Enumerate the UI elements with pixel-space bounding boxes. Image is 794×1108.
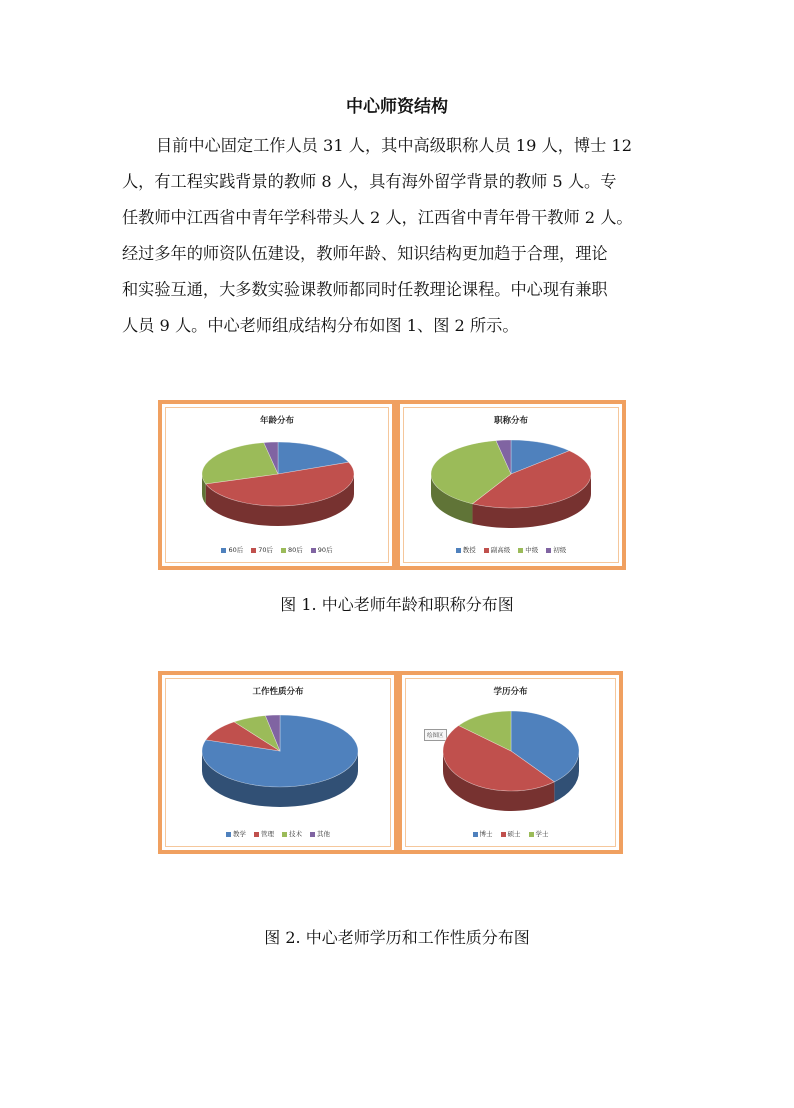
legend-label: 技术	[289, 830, 302, 838]
legend-item	[226, 829, 246, 838]
legend-item	[281, 545, 303, 554]
legend-swatch	[282, 832, 287, 837]
figure-1-caption: 图 1. 中心老师年龄和职称分布图	[280, 595, 514, 614]
work-nature-pie-chart	[158, 671, 398, 854]
legend-item	[518, 545, 538, 554]
legend-label: 管理	[261, 830, 274, 838]
legend-swatch	[456, 548, 461, 553]
paragraph-line: 目前中心固定工作人员 31 人，其中高级职称人员 19 人，博士 12	[156, 136, 633, 155]
legend-label: 副高级	[490, 546, 511, 554]
chart-legend	[162, 829, 394, 838]
legend-swatch	[529, 832, 534, 837]
plot-area-tag: 绘图区	[424, 729, 447, 741]
paragraph-line: 人，有工程实践背景的教师 8 人，具有海外留学背景的教师 5 人。专	[122, 172, 617, 191]
legend-label: 60后	[228, 546, 244, 554]
legend-swatch	[310, 832, 315, 837]
paragraph-line: 人员 9 人。中心老师组成结构分布如图 1、图 2 所示。	[122, 316, 519, 335]
chart-title: 职称分布	[493, 416, 528, 426]
legend-swatch	[484, 548, 489, 553]
legend-swatch	[281, 548, 286, 553]
chart-title: 工作性质分布	[252, 687, 304, 697]
legend-item	[251, 545, 273, 554]
legend-label: 90后	[317, 546, 333, 554]
figure-1	[158, 400, 626, 570]
legend-item	[473, 829, 493, 838]
legend-label: 教授	[462, 546, 476, 554]
legend-label: 70后	[258, 546, 273, 554]
body-paragraph	[122, 128, 678, 344]
legend-item	[221, 545, 243, 554]
chart-legend	[400, 545, 622, 554]
legend-item	[501, 829, 521, 838]
legend-item	[282, 829, 302, 838]
pie-plot	[400, 404, 622, 566]
legend-swatch	[254, 832, 259, 837]
figure-2	[158, 671, 623, 854]
figure-2-caption: 图 2. 中心老师学历和工作性质分布图	[264, 928, 530, 947]
paragraph-line: 和实验互通，大多数实验课教师都同时任教理论课程。中心现有兼职	[122, 280, 608, 299]
legend-swatch	[251, 548, 256, 553]
legend-label: 博士	[479, 830, 493, 838]
legend-swatch	[473, 832, 478, 837]
legend-label: 其他	[317, 830, 330, 838]
chart-legend	[402, 829, 619, 838]
legend-swatch	[501, 832, 506, 837]
paragraph-line: 经过多年的师资队伍建设，教师年龄、知识结构更加趋于合理，理论	[122, 244, 608, 263]
legend-swatch	[226, 832, 231, 837]
education-pie-chart	[398, 671, 623, 854]
legend-item	[456, 545, 476, 554]
legend-item	[484, 545, 511, 554]
legend-label: 硕士	[507, 830, 521, 838]
legend-label: 初级	[553, 546, 567, 554]
document-title: 中心师资结构	[346, 97, 448, 117]
legend-swatch	[311, 548, 316, 553]
chart-title: 年龄分布	[259, 416, 294, 426]
legend-label: 中级	[525, 546, 539, 554]
legend-swatch	[546, 548, 551, 553]
pie-plot	[162, 675, 394, 850]
chart-title: 学历分布	[493, 687, 528, 697]
legend-item	[310, 829, 330, 838]
pie-plot	[162, 404, 392, 566]
chart-legend	[162, 545, 392, 554]
age-pie-chart	[158, 400, 396, 570]
legend-label: 学士	[535, 830, 549, 838]
legend-item	[546, 545, 566, 554]
legend-item	[254, 829, 274, 838]
pie-plot	[402, 675, 619, 850]
legend-item	[311, 545, 333, 554]
legend-label: 80后	[288, 546, 303, 554]
legend-label: 教学	[233, 830, 246, 838]
legend-swatch	[518, 548, 523, 553]
legend-item	[529, 829, 549, 838]
paragraph-line: 任教师中江西省中青年学科带头人 2 人，江西省中青年骨干教师 2 人。	[122, 208, 633, 227]
title-pie-chart	[396, 400, 626, 570]
legend-swatch	[221, 548, 226, 553]
